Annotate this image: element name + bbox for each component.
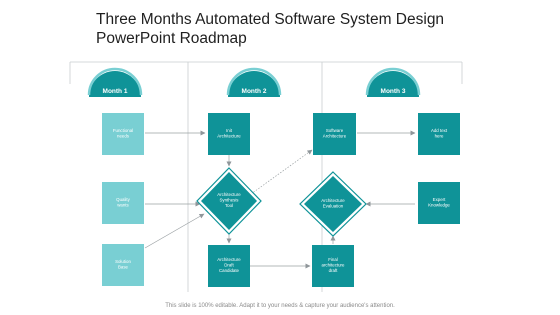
node-init-architecture	[208, 113, 250, 155]
month-tab-3	[367, 69, 419, 97]
final-draft-line-1: Final	[328, 257, 338, 262]
node-software-architecture	[313, 113, 356, 155]
node-final-draft	[312, 245, 354, 287]
functional-needs-line-1: Functional	[112, 128, 134, 133]
solution-base-line-2: Base	[117, 264, 129, 270]
node-solution-base	[102, 244, 144, 286]
month-label-2: Month 2	[241, 88, 267, 95]
node-expert-knowledge	[418, 182, 460, 224]
synthesis-tool-line-3: Tool	[224, 203, 234, 208]
draft-candidate-line-1: Architecture	[217, 257, 241, 262]
node-add-text	[418, 113, 460, 155]
month-tab-1	[89, 69, 141, 97]
quality-wants-line-2: wants	[117, 202, 129, 208]
month-tab-2	[228, 69, 280, 97]
node-architecture-evaluation	[300, 172, 366, 236]
footer-note: This slide is 100% editable. Adapt it to your needs & capture your audience's attention.	[165, 303, 395, 309]
software-architecture-line-2: Architecture	[322, 133, 347, 139]
node-quality-wants	[102, 182, 144, 224]
slide-title: Three Months Automated Software System Design PowerPoint Roadmap	[96, 11, 445, 47]
software-architecture-line-1: Software	[325, 128, 344, 133]
draft-candidate-line-2: Draft	[224, 262, 234, 268]
node-functional-needs	[102, 113, 144, 155]
init-architecture-line-1: Init	[226, 128, 232, 133]
edge-solution-synthesis	[145, 214, 204, 248]
init-architecture-line-2: Architecture	[217, 133, 241, 139]
month-label-3: Month 3	[380, 88, 406, 95]
edge-synthesis-software	[251, 150, 312, 194]
synthesis-tool-line-2: Synthesis	[219, 197, 239, 203]
final-draft-line-3: draft	[328, 268, 338, 273]
add-text-line-1: Add text	[430, 128, 448, 133]
expert-knowledge-line-2: Knowledge	[428, 202, 450, 208]
month-label-1: Month 1	[102, 88, 128, 95]
node-synthesis-tool	[197, 168, 261, 234]
node-draft-candidate	[208, 245, 250, 287]
draft-candidate-line-3: Candidate	[218, 268, 240, 273]
functional-needs-line-2: needs	[117, 133, 129, 139]
connectors	[145, 133, 415, 266]
final-draft-line-2: architecture	[321, 262, 345, 268]
architecture-evaluation-line-1: Architecture	[321, 198, 345, 203]
synthesis-tool-line-1: Architecture	[217, 192, 241, 197]
solution-base-line-1: Solution	[115, 259, 131, 264]
expert-knowledge-line-1: Expert	[432, 197, 446, 202]
quality-wants-line-1: Quality	[116, 197, 130, 202]
add-text-line-2: here	[434, 133, 444, 139]
architecture-evaluation-line-2: Evaluation	[322, 203, 344, 209]
